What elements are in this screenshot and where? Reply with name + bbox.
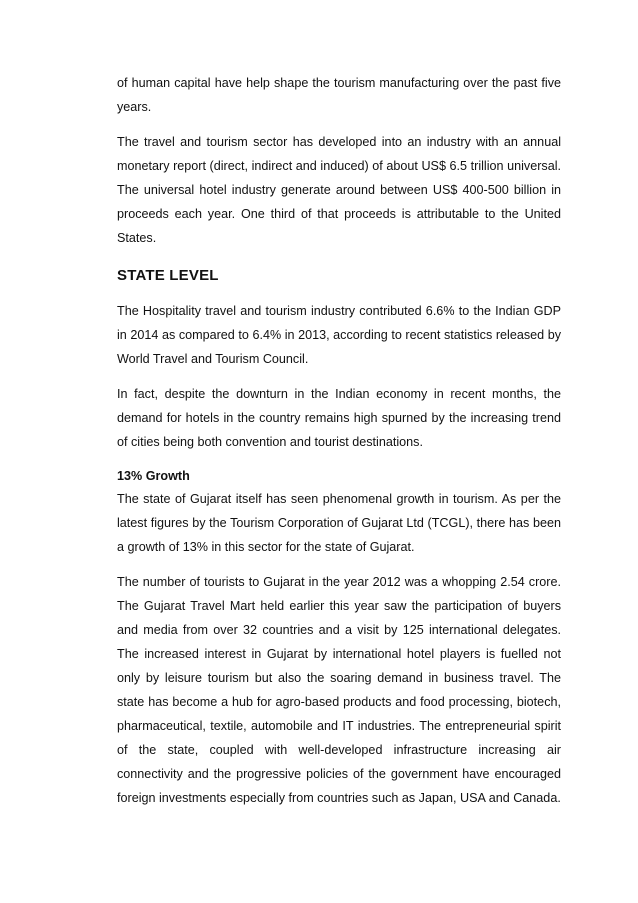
- intro-paragraph-1: of human capital have help shape the tourism manufacturing over the past five years.: [117, 76, 561, 114]
- state-level-heading: STATE LEVEL: [117, 267, 219, 284]
- growth-heading: 13% Growth: [117, 469, 190, 483]
- state-level-paragraph-1: The Hospitality travel and tourism industry contributed 6.6% to the Indian GDP in 2014 as compared to 6.4% in 2013, according to recent statistics released by World Travel and Tourism Council.: [117, 304, 561, 366]
- page-content: [117, 71, 561, 810]
- growth-paragraph-1: The state of Gujarat itself has seen phenomenal growth in tourism. As per the latest figures by the Tourism Corporation of Gujarat Ltd (TCGL), there has been a growth of 13% in this sector for the state of Gujarat.: [117, 492, 561, 554]
- intro-paragraph-2: The travel and tourism sector has developed into an industry with an annual monetary report (direct, indirect and induced) of about US$ 6.5 trillion universal. The universal hotel industry generate around between US$ 400-500 billion in proceeds each year. One third of that proceeds is attributable to the United States.: [117, 135, 561, 245]
- growth-paragraph-2: The number of tourists to Gujarat in the year 2012 was a whopping 2.54 crore. The Gujarat Travel Mart held earlier this year saw the participation of buyers and media from over 32 countries and a visit by 125 international delegates. The increased interest in Gujarat by international hotel players is fuelled not only by leisure tourism but also the soaring demand in business travel. The state has become a hub for agro-based products and food processing, biotech, pharmaceutical, textile, automobile and IT industries. The entrepreneurial spirit of the state, coupled with well-developed infrastructure increasing air connectivity and the progressive policies of the government have encouraged foreign investments especially from countries such as Japan, USA and Canada.: [117, 575, 561, 805]
- state-level-paragraph-2: In fact, despite the downturn in the Indian economy in recent months, the demand for hotels in the country remains high spurned by the increasing trend of cities being both convention and tourist destinations.: [117, 387, 561, 449]
